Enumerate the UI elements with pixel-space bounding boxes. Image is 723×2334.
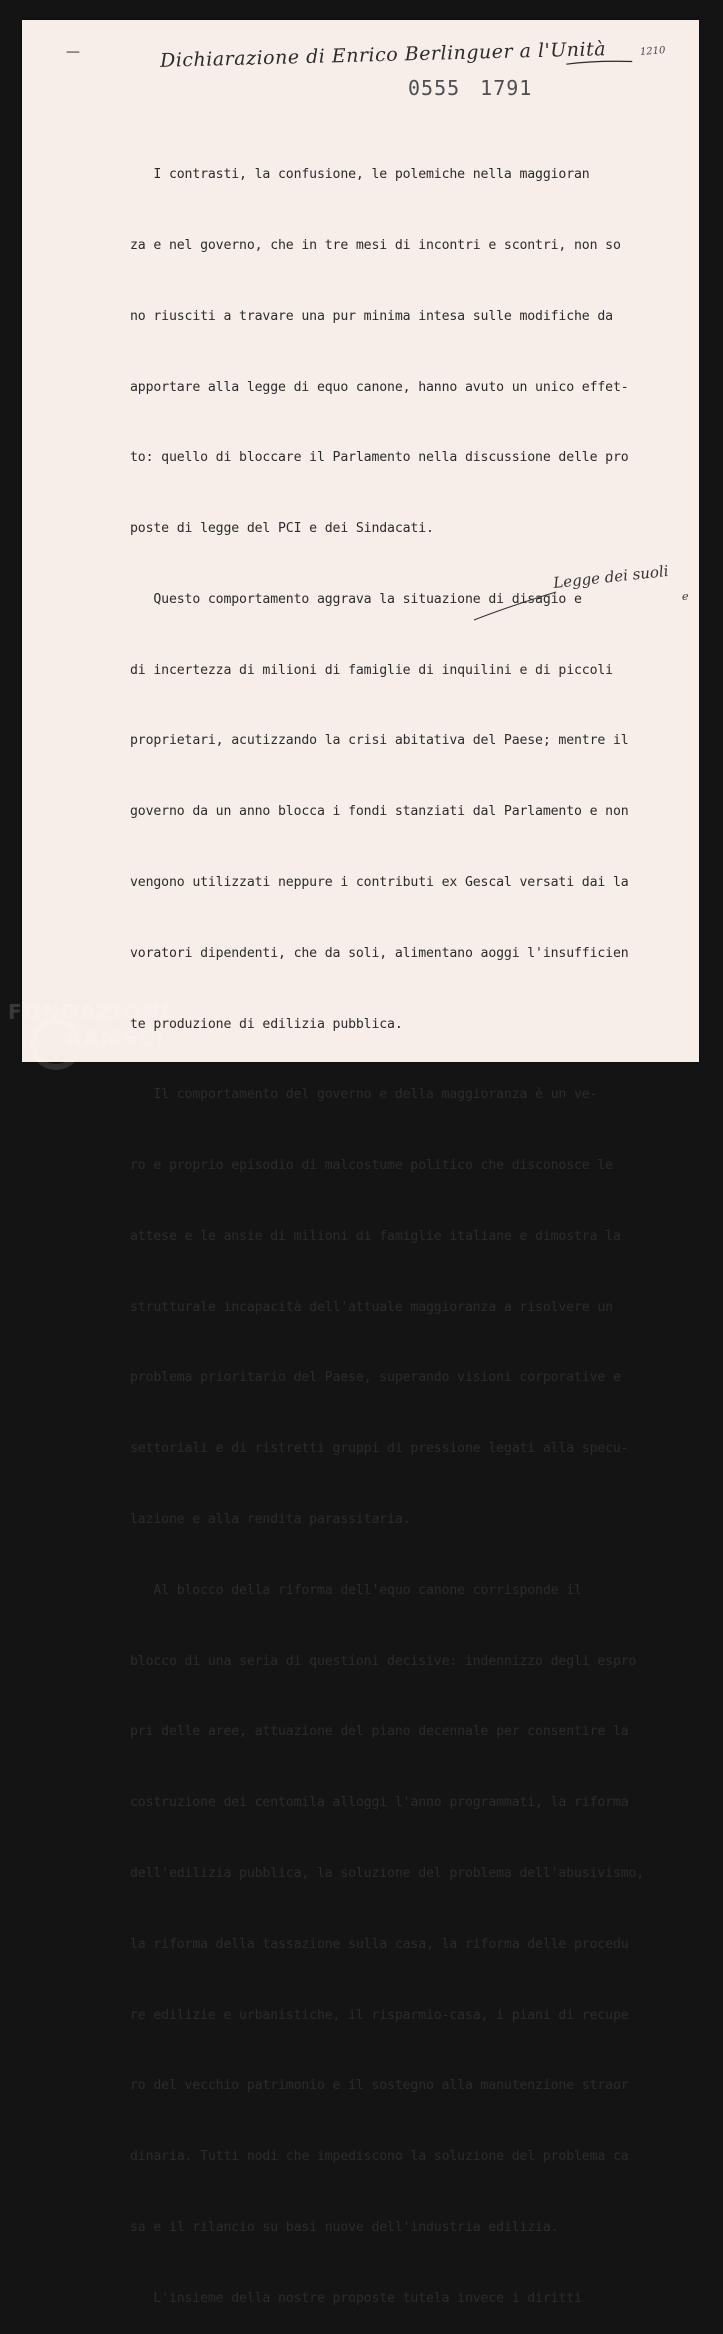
text-line: dell'edilizia pubblica, la soluzione del problema dell'abusivismo, [130,1865,645,1881]
text-line: lazione e alla rendita parassitaria. [130,1512,411,1528]
handwritten-margin-note: Legge dei suoli [552,562,670,592]
text-line: I contrasti, la confusione, le polemiche nella maggioran [130,167,590,183]
watermark-line-2: RAMSCI [66,1026,166,1050]
text-line: vengono utilizzati neppure i contributi ex Gescal versati dai la [130,875,629,890]
text-line: costruzione dei centomila alloggi l'anno programmati, la riforma [130,1795,629,1811]
text-line: Il comportamento del governo e della maggioranza è un ve- [130,1087,598,1103]
typed-body [130,116,675,2334]
text-line: Al blocco della riforma dell'equo canone corrisponde il [130,1582,582,1598]
text-line: poste di legge del PCI e dei Sindacati. [130,521,434,537]
text-line: L'insieme della nostre proposte tutela invece i diritti [130,2290,582,2306]
text-line: voratori dipendenti, che da soli, alimentano aoggi l'insufficien [130,945,629,961]
text-line: Questo comportamento aggrava la situazione di disagio e [130,591,582,607]
archive-number-2: 1791 [480,76,533,100]
text-line: di incertezza di milioni di famiglie di inquilini e di piccoli [130,662,613,678]
text-line: ro e proprio episodio di malcostume politico che disconosce le [130,1158,613,1174]
text-line: za e nel governo, che in tre mesi di incontri e scontri, non so [130,237,621,253]
text-line: to: quello di bloccare il Parlamento nella discussione delle pro [130,450,629,466]
archive-number-1: 0555 [408,76,461,100]
text-line: blocco di una seria di questioni decisive: indennizzo degli espro [130,1653,637,1669]
handwritten-margin-tick: e [682,590,689,603]
handwritten-page-number: 1210 [639,45,666,58]
text-line: dinaria. Tutti nodi che impediscono la soluzione del problema ca [130,2149,629,2165]
text-line: sa e il rilancio su basi nuove dell'industria edilizia. [130,2219,559,2235]
handwritten-dash: — [66,44,80,60]
text-line: governo da un anno blocca i fondi stanziati dal Parlamento e non [130,804,629,820]
text-line: attese e le ansie di milioni di famiglie italiane e dimostra la [130,1228,621,1244]
text-line: re edilizie e urbanistiche, il risparmio-casa, i piani di recupe [130,2007,629,2023]
text-line: problema prioritario del Paese, superando visioni corporative e [130,1370,621,1386]
text-line: apportare alla legge di equo canone, hanno avuto un unico effet- [130,379,629,395]
insertion-mark [470,586,560,626]
text-line: pri delle aree, attuazione del piano decennale per consentire la [130,1724,629,1740]
watermark [8,1000,177,1050]
text-line: strutturale incapacità dell'attuale maggioranza a risolvere un [130,1299,613,1315]
archive-stamp [408,76,532,100]
handwritten-title-text: Dichiarazione di Enrico Berlinguer a l'Unità [159,38,607,72]
watermark-line-1: FONDAZIONE [8,1000,177,1024]
text-line: no riusciti a travare una pur minima intesa sulle modifiche da [130,308,613,324]
text-line: ro del vecchio patrimonio e il sostegno alla manutenzione straor [130,2078,629,2094]
text-line: settoriali e di ristretti gruppi di pressione legati alla specu- [130,1441,629,1457]
text-line: proprietari, acutizzando la crisi abitativa del Paese; mentre il [130,733,629,749]
text-line: te produzione di edilizia pubblica. [130,1016,403,1032]
text-line: la riforma della tassazione sulla casa, la riforma delle procedu [130,1936,629,1952]
